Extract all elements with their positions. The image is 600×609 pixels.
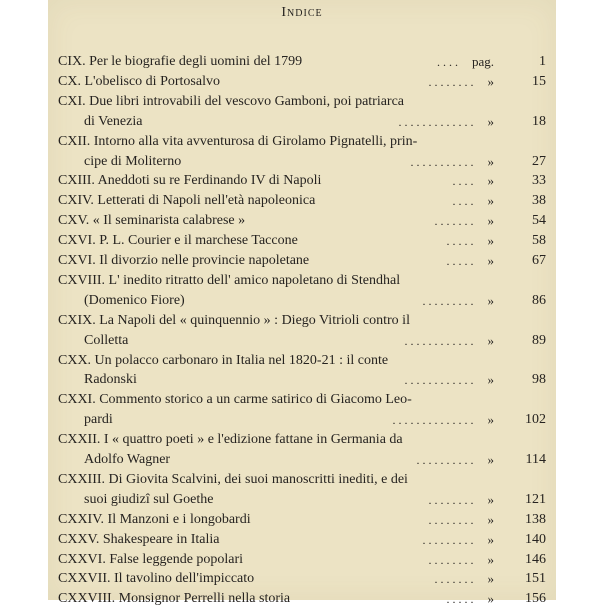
toc-page-number: 58 [532, 233, 546, 249]
toc-entry-title: CX. L'obelisco di Portosalvo [58, 73, 220, 89]
toc-page-number: 114 [525, 452, 546, 467]
toc-entry-continuation [48, 291, 556, 311]
toc-entry-title: CIX. Per le biografie degli uomini del 1799 [58, 54, 303, 69]
leader-dots: . . . . [436, 55, 458, 69]
toc-entry-title: cipe di Moliterno [84, 153, 182, 169]
toc-entry-title: CXV. « Il seminarista calabrese » [58, 213, 246, 229]
toc-entry [48, 430, 556, 450]
leader-dots: . . . . . [446, 254, 474, 268]
toc-page-number: 98 [532, 372, 546, 388]
toc-page-number: 89 [532, 332, 546, 348]
leader-dots: . . . . . [446, 234, 474, 249]
toc-page-number: 146 [525, 551, 546, 567]
toc-entry-title: CXIX. La Napoli del « quinquennio » : Diego Vitrioli contro il [58, 312, 410, 328]
toc-entry-title: CXX. Un polacco carbonaro in Italia nel 1820-21 : il conte [58, 352, 389, 368]
ditto-mark: » [487, 412, 494, 428]
toc-entry-title: CXXVI. False leggende popolari [58, 551, 244, 567]
page-title: Indice [281, 5, 323, 20]
toc-entry [48, 271, 556, 291]
ditto-mark: » [487, 511, 494, 527]
toc-entry-title: Radonski [84, 372, 137, 388]
toc-entry [48, 231, 556, 251]
ditto-mark: » [487, 253, 494, 268]
leader-dots: . . . . . . . . . . . . [404, 333, 474, 348]
toc-entry-continuation [48, 112, 556, 132]
leader-dots: . . . . . . . . . [422, 532, 474, 547]
toc-entry-title: CXIII. Aneddoti su re Ferdinando IV di Napoli [58, 173, 322, 189]
toc-entry-continuation [48, 490, 556, 510]
toc-entry-title: CXXIV. Il Manzoni e i longobardi [58, 511, 251, 527]
toc-entry-continuation [48, 450, 556, 470]
toc-entry-title: CXVIII. L' inedito ritratto dell' amico napoletano di Stendhal [58, 272, 401, 288]
leader-dots: . . . . . . . . [428, 552, 474, 567]
toc-entry [48, 351, 556, 371]
toc-entry-title: CXXV. Shakespeare in Italia [58, 531, 220, 547]
leader-dots: . . . . . . . . . [422, 293, 474, 308]
toc-entry [48, 251, 556, 271]
toc-entry-title: di Venezia [84, 113, 143, 129]
toc-entry-continuation [48, 331, 556, 351]
leader-dots: . . . . . . . . [428, 74, 474, 89]
ditto-mark: » [487, 292, 494, 308]
toc-entry-title: CXXI. Commento storico a un carme satirico di Giacomo Leo- [58, 392, 412, 408]
ditto-mark: » [487, 173, 494, 189]
toc-entry [48, 311, 556, 331]
toc-entry [48, 569, 556, 589]
leader-dots: . . . . . . . . . . . . [404, 373, 474, 388]
leader-dots: . . . . . . . . [428, 492, 474, 507]
toc-page-number: 33 [532, 173, 546, 189]
leader-dots: . . . . [452, 174, 474, 189]
toc-entry-title: CXII. Intorno alla vita avventurosa di Girolamo Pignatelli, prin- [58, 133, 418, 149]
toc-entry [48, 390, 556, 410]
toc-entry-title: CXXVII. Il tavolino dell'impiccato [58, 571, 255, 587]
ditto-mark: » [487, 571, 494, 587]
toc-entry-title: CXXVIII. Monsignor Perrelli nella storia [58, 591, 291, 607]
toc-entry [48, 132, 556, 152]
toc-entry-title: CXVI. P. L. Courier e il marchese Taccone [58, 233, 298, 249]
toc-entry-title: pardi [84, 412, 113, 428]
ditto-mark: » [487, 531, 494, 547]
ditto-mark: » [487, 551, 494, 567]
toc-page-number: 15 [532, 73, 546, 89]
toc-page-number: 18 [532, 113, 546, 129]
toc-page-number: 86 [532, 292, 546, 308]
ditto-mark: » [487, 193, 494, 209]
toc-entry-title: CXI. Due libri introvabili del vescovo Gamboni, poi patriarca [58, 93, 405, 109]
ditto-mark: » [487, 491, 494, 507]
page-marker: pag. [471, 54, 494, 69]
toc-page-number: 121 [525, 491, 546, 507]
toc-entry-title: (Domenico Fiore) [84, 292, 185, 308]
leader-dots: . . . . . . . . . . [416, 453, 474, 467]
toc-entry [48, 171, 556, 191]
ditto-mark: » [487, 332, 494, 348]
toc-page-number: 151 [525, 571, 546, 587]
toc-entry-title: suoi giudizî sul Goethe [84, 491, 214, 507]
toc-entry-title: CXVI. Il divorzio nelle provincie napoletane [58, 253, 310, 268]
toc-entry-title: CXXIII. Di Giovita Scalvini, dei suoi manoscritti inediti, e dei [58, 471, 408, 487]
ditto-mark: » [487, 213, 494, 229]
toc-page-number: 54 [532, 213, 546, 229]
ditto-mark: » [487, 591, 494, 607]
ditto-mark: » [487, 372, 494, 388]
toc-entry [48, 191, 556, 211]
leader-dots: . . . . . . . . . . . . . [398, 114, 474, 129]
toc-page-number: 27 [532, 153, 546, 169]
leader-dots: . . . . . . . . [428, 512, 474, 527]
ditto-mark: » [487, 452, 494, 467]
leader-dots: . . . . . . . [434, 572, 474, 587]
book-page [48, 0, 556, 607]
toc-entry [48, 72, 556, 92]
ditto-mark: » [487, 233, 494, 249]
ditto-mark: » [487, 153, 494, 169]
ditto-mark: » [487, 113, 494, 129]
toc-entry-title: Colletta [84, 332, 129, 348]
toc-entry [48, 52, 556, 72]
leader-dots: . . . . . . . . . . . . . . [392, 413, 474, 428]
toc-entry [48, 470, 556, 490]
leader-dots: . . . . . . . . . . . [410, 154, 474, 169]
toc-entry-continuation [48, 370, 556, 390]
toc-entry [48, 589, 556, 609]
toc-page-number: 38 [532, 193, 546, 209]
ditto-mark: » [487, 73, 494, 89]
toc-page-number: 102 [525, 412, 546, 428]
toc-entry [48, 92, 556, 112]
toc-page-number: 67 [532, 253, 546, 268]
toc-entry-title: CXXII. I « quattro poeti » e l'edizione fattane in Germania da [58, 432, 403, 448]
toc-entry [48, 510, 556, 530]
toc-entry-continuation [48, 410, 556, 430]
toc-entry [48, 211, 556, 231]
leader-dots: . . . . . [446, 592, 474, 607]
toc-entry [48, 530, 556, 550]
leader-dots: . . . . . . . [434, 214, 474, 229]
toc-page-number: 138 [525, 511, 546, 527]
toc-entry [48, 550, 556, 570]
toc-entry-continuation [48, 152, 556, 172]
toc-page-number: 140 [525, 531, 546, 547]
toc-entry-title: CXIV. Letterati di Napoli nell'età napoleonica [58, 193, 316, 209]
toc-entry-title: Adolfo Wagner [84, 452, 171, 467]
leader-dots: . . . . [452, 194, 474, 209]
toc-page-number: 156 [525, 591, 546, 607]
toc-page-number: 1 [539, 54, 546, 69]
